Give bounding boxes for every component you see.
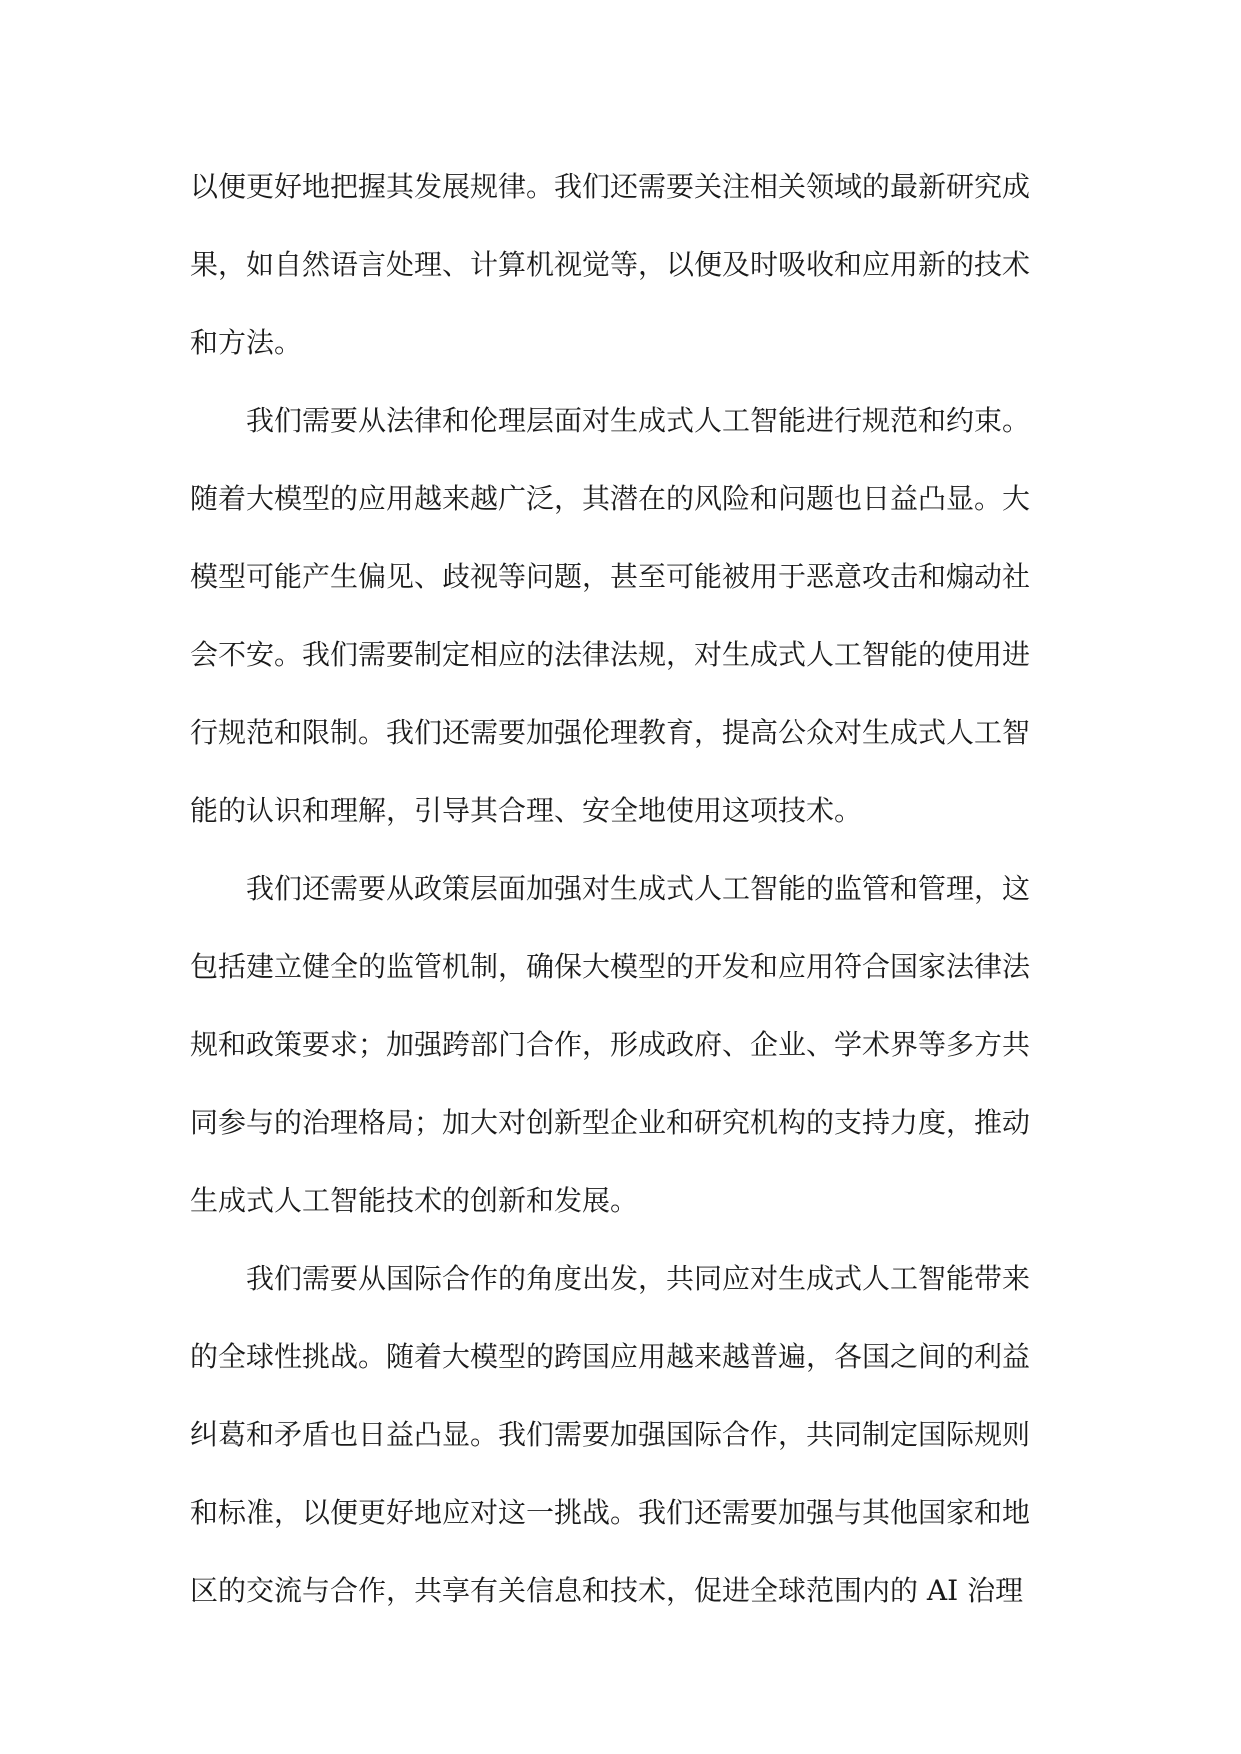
text-line: 行规范和限制。我们还需要加强伦理教育，提高公众对生成式人工智	[190, 716, 1031, 749]
text-line: 包括建立健全的监管机制，确保大模型的开发和应用符合国家法律法	[190, 950, 1031, 983]
text-line: 区的交流与合作，共享有关信息和技术，促进全球范围内的 AI 治理	[190, 1574, 1024, 1607]
text-line: 纠葛和矛盾也日益凸显。我们需要加强国际合作，共同制定国际规则	[190, 1418, 1031, 1451]
text-line: 和标准，以便更好地应对这一挑战。我们还需要加强与其他国家和地	[190, 1496, 1031, 1529]
paragraph-1	[190, 148, 1050, 382]
text-line: 能的认识和理解，引导其合理、安全地使用这项技术。	[190, 794, 863, 827]
text-line: 生成式人工智能技术的创新和发展。	[190, 1184, 639, 1217]
paragraph-2	[190, 382, 1050, 850]
text-line: 果，如自然语言处理、计算机视觉等，以便及时吸收和应用新的技术	[190, 248, 1031, 281]
paragraph-3	[190, 850, 1050, 1240]
text-line: 以便更好地把握其发展规律。我们还需要关注相关领域的最新研究成	[190, 170, 1031, 203]
text-line: 模型可能产生偏见、歧视等问题，甚至可能被用于恶意攻击和煽动社	[190, 560, 1031, 593]
body-text	[190, 148, 1050, 1630]
text-line: 我们需要从法律和伦理层面对生成式人工智能进行规范和约束。	[246, 404, 1031, 437]
text-line: 规和政策要求；加强跨部门合作，形成政府、企业、学术界等多方共	[190, 1028, 1031, 1061]
paragraph-4	[190, 1240, 1050, 1630]
text-line: 我们需要从国际合作的角度出发，共同应对生成式人工智能带来	[246, 1262, 1031, 1295]
text-line: 同参与的治理格局；加大对创新型企业和研究机构的支持力度，推动	[190, 1106, 1031, 1139]
text-line: 会不安。我们需要制定相应的法律法规，对生成式人工智能的使用进	[190, 638, 1031, 671]
text-line: 和方法。	[190, 326, 303, 359]
text-line: 的全球性挑战。随着大模型的跨国应用越来越普遍，各国之间的利益	[190, 1340, 1031, 1373]
text-line: 随着大模型的应用越来越广泛，其潜在的风险和问题也日益凸显。大	[190, 482, 1031, 515]
text-line: 我们还需要从政策层面加强对生成式人工智能的监管和管理，这	[246, 872, 1031, 905]
